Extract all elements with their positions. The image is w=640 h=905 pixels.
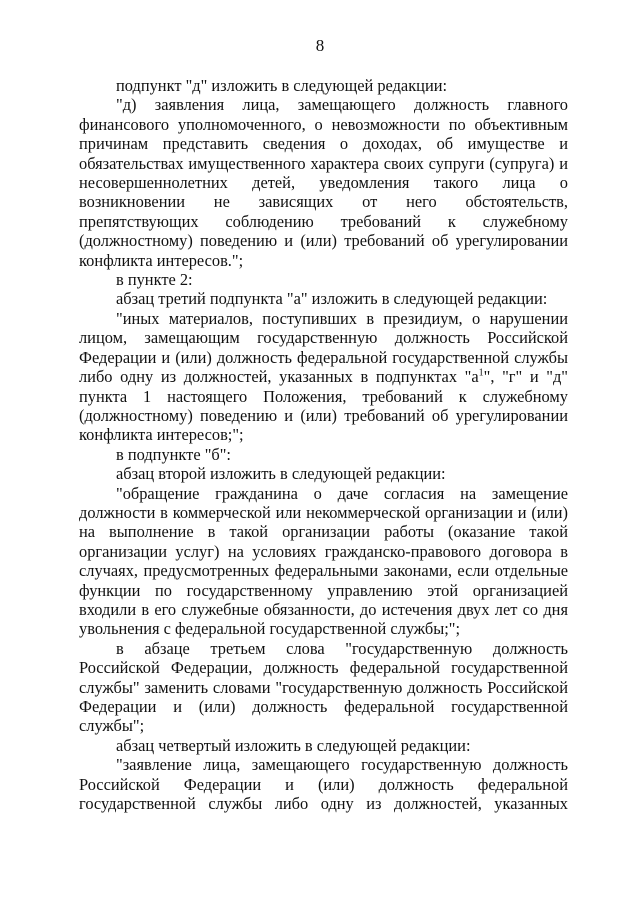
paragraph-subitem-a-text-part1: "иных материалов, поступивших в президиум, о нарушении лицом, замещающим государственную должность Российской Федерации и (или) должность федеральной государственной службы либо одну из должностей, указанных в подпунктах "а	[79, 308, 568, 387]
paragraph-subitem-a-intro: абзац третий подпункта "а" изложить в следующей редакции:	[116, 289, 548, 309]
paragraph-third-abzac-replacement: в абзаце третьем слова "государственную должность Российской Федерации, должность федеральной государственной службы" заменить словами "государственную должность Российской Федерации и (или) должность федеральной государственной службы";	[79, 638, 568, 736]
document-body	[79, 76, 568, 813]
paragraph-fourth-abzac-intro: абзац четвертый изложить в следующей редакции:	[116, 735, 471, 755]
paragraph-subitem-d-intro: подпункт "д" изложить в следующей редакции:	[116, 76, 448, 95]
paragraph-subitem-b-intro: в подпункте "б":	[116, 444, 231, 464]
paragraph-subitem-a-text	[79, 309, 568, 445]
paragraph-subitem-a-text-part2: ", "г" и "д" пункта 1 настоящего Положения, требований к служебному (должностному) поведению и (или) требований об урегулировании конфликта интересов;";	[79, 367, 568, 445]
paragraph-subitem-d-text: "д) заявления лица, замещающего должность главного финансового уполномоченного, о невозможности по объективным причинам представить сведения о доходах, об имуществе и обязательствах имущественного характера своих супруги (супруга) и несовершеннолетних детей, уведомления такого лица о возникновении не зависящих от него обстоятельств, препятствующих соблюдению требований к служебному (должностному) поведению и (или) требований об урегулировании конфликта интересов.";	[79, 95, 568, 270]
page-number: 8	[315, 36, 325, 55]
paragraph-statement-text: "заявление лица, замещающего государственную должность Российской Федерации и (или) должность федеральной государственной службы либо одну из должностей, указанных	[79, 755, 568, 814]
paragraph-second-abzac-intro: абзац второй изложить в следующей редакции:	[116, 464, 446, 484]
superscript-one: 1	[478, 367, 484, 379]
paragraph-citizen-appeal-text: "обращение гражданина о даче согласия на замещение должности в коммерческой или некоммерческой организации и (или) на выполнение в такой организации работы (оказание такой организации услуг) на условиях гражданско-правового договора в случаях, предусмотренных федеральными законами, если отдельные функции по государственному управлению этой организацией входили в его служебные обязанности, до истечения двух лет со дня увольнения с федеральной государственной службы;";	[79, 483, 568, 639]
paragraph-item-2-intro: в пункте 2:	[116, 270, 193, 290]
